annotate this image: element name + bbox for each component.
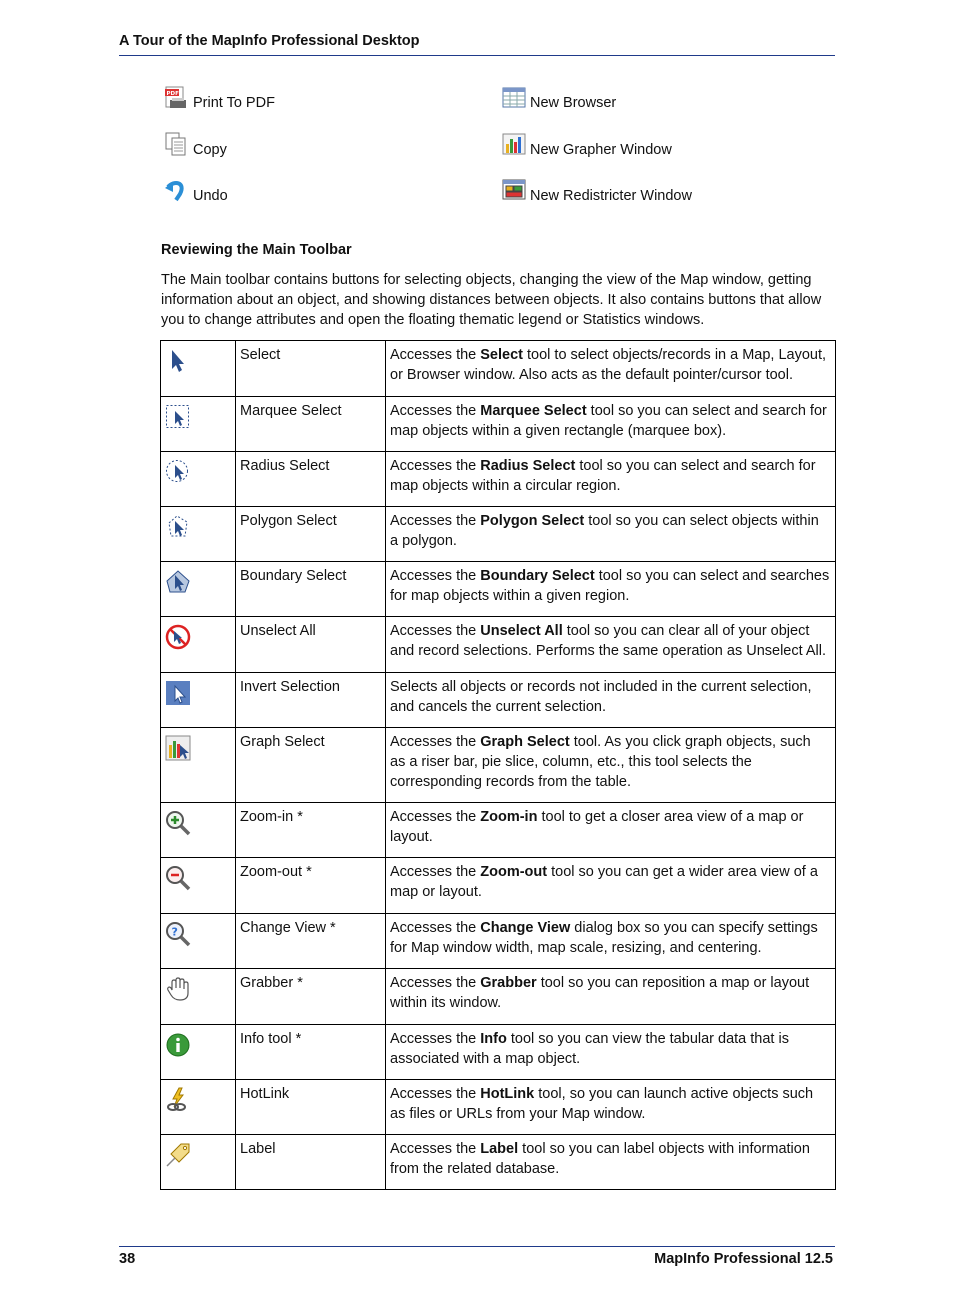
description-prefix: Accesses the: [390, 623, 481, 639]
grabber-hand-icon: [165, 976, 191, 1002]
icon-cell: [161, 1135, 236, 1190]
toolbar-row: [161, 1080, 836, 1135]
tool-description: [386, 452, 836, 507]
description-suffix: tool. As you click graph objects, such as a riser bar, pie slice, column, etc., this tool selects the corresponding records from the table.: [390, 734, 811, 790]
product-name: MapInfo Professional 12.5: [654, 1251, 833, 1267]
tool-description: [386, 507, 836, 562]
invert-selection-icon: [165, 680, 191, 706]
description-suffix: tool so you can clear all of your object and record selections. Performs the same operation as Unselect All.: [390, 623, 827, 659]
tool-name: Radius Select: [236, 452, 386, 507]
tool-name-bold: Change View: [480, 920, 571, 936]
page-header: [119, 33, 835, 56]
tool-description: [386, 397, 836, 452]
toolbar-row: [161, 728, 836, 803]
grapher-icon: [502, 132, 526, 156]
description-suffix: tool so you can label objects with information from the related database.: [390, 1141, 810, 1177]
tool-description: [386, 562, 836, 617]
tool-description: [386, 969, 836, 1025]
main-toolbar-table: [160, 340, 836, 1190]
tool-name: Zoom-in *: [236, 803, 386, 858]
toolbar-row: [161, 858, 836, 914]
boundary-select-icon: [165, 569, 191, 595]
description-prefix: Accesses the: [390, 864, 481, 880]
tool-name-bold: Graph Select: [480, 734, 570, 750]
pdf-print-icon: [164, 86, 188, 110]
description-prefix: Accesses the: [390, 513, 481, 529]
description-suffix: tool so you can get a wider area view of a map or layout.: [390, 864, 818, 900]
toolbar-row: [161, 1135, 836, 1190]
radius-select-icon: [165, 459, 191, 485]
page-footer: [119, 1246, 835, 1271]
toolbar-row: [161, 673, 836, 728]
tool-name-bold: Unselect All: [480, 623, 563, 639]
tool-name-bold: Radius Select: [480, 458, 576, 474]
change-view-icon: [165, 921, 191, 947]
select-arrow-icon: [165, 348, 191, 374]
description-prefix: Accesses the: [390, 975, 481, 991]
button-label: New Redistricter Window: [530, 188, 692, 204]
zoom-in-icon: [165, 810, 191, 836]
tool-description: [386, 803, 836, 858]
tool-name-bold: HotLink: [480, 1086, 535, 1102]
tool-name-bold: Label: [480, 1141, 519, 1157]
icon-cell: [161, 969, 236, 1025]
svg-text:?: ?: [171, 925, 178, 939]
description-prefix: Accesses the: [390, 809, 481, 825]
tool-description: [386, 1135, 836, 1190]
tool-name-bold: Select: [480, 347, 523, 363]
svg-text:PDF: PDF: [166, 91, 179, 97]
tool-name-bold: Grabber: [480, 975, 537, 991]
description-prefix: Accesses the: [390, 347, 481, 363]
icon-cell: [161, 1025, 236, 1080]
toolbar-row: [161, 341, 836, 397]
icon-cell: [161, 562, 236, 617]
tool-name-bold: Info: [480, 1031, 507, 1047]
toolbar-row: [161, 914, 836, 969]
description-prefix: Accesses the: [390, 458, 481, 474]
button-label: Print To PDF: [193, 95, 275, 111]
description-suffix: tool so you can select and search for map objects within a given rectangle (marquee box).: [390, 403, 827, 439]
tool-description: [386, 728, 836, 803]
tool-name: Label: [236, 1135, 386, 1190]
marquee-select-icon: [165, 404, 191, 430]
description-suffix: tool to select objects/records in a Map, Layout, or Browser window. Also acts as the default pointer/cursor tool.: [390, 347, 827, 383]
description-prefix: Accesses the: [390, 568, 481, 584]
description-prefix: Accesses the: [390, 1086, 481, 1102]
description-suffix: tool so you can select and search for map objects within a circular region.: [390, 458, 816, 494]
toolbar-row: [161, 803, 836, 858]
description-suffix: tool so you can reposition a map or layout within its window.: [390, 975, 810, 1011]
button-label: New Grapher Window: [530, 142, 672, 158]
icon-cell: [161, 858, 236, 914]
tool-description: [386, 617, 836, 673]
description-suffix: tool to get a closer area view of a map or layout.: [390, 809, 804, 845]
description-prefix: Accesses the: [390, 734, 481, 750]
tool-name: Grabber *: [236, 969, 386, 1025]
graph-select-icon: [165, 735, 191, 761]
toolbar-row: [161, 969, 836, 1025]
description-suffix: tool, so you can launch active objects such as files or URLs from your Map window.: [390, 1086, 814, 1122]
tool-description: [386, 1080, 836, 1135]
description-suffix: dialog box so you can specify settings for Map window width, map scale, resizing, and centering.: [390, 920, 818, 956]
icon-cell: [161, 803, 236, 858]
hotlink-icon: [165, 1087, 191, 1113]
copy-icon: [164, 132, 188, 156]
toolbar-row: [161, 562, 836, 617]
icon-cell: [161, 617, 236, 673]
tool-name: HotLink: [236, 1080, 386, 1135]
tool-name: Polygon Select: [236, 507, 386, 562]
header-title: A Tour of the MapInfo Professional Desktop: [119, 33, 420, 49]
tool-description: [386, 858, 836, 914]
tool-description: [386, 1025, 836, 1080]
description-prefix: Accesses the: [390, 920, 481, 936]
button-label: New Browser: [530, 95, 617, 111]
icon-cell: [161, 341, 236, 397]
toolbar-row: [161, 1025, 836, 1080]
tool-description: [386, 341, 836, 397]
tool-name: Info tool *: [236, 1025, 386, 1080]
redistricter-icon: [502, 178, 526, 202]
tool-name: Unselect All: [236, 617, 386, 673]
button-label: Copy: [193, 142, 227, 158]
description-prefix: Accesses the: [390, 403, 481, 419]
description-suffix: tool so you can select and searches for map objects within a given region.: [390, 568, 830, 604]
description-suffix: Selects all objects or records not included in the current selection, and cancels the current selection.: [390, 679, 812, 715]
label-tag-icon: [165, 1142, 191, 1168]
icon-cell: [161, 673, 236, 728]
tool-name-bold: Marquee Select: [480, 403, 587, 419]
description-prefix: Accesses the: [390, 1141, 481, 1157]
icon-cell: [161, 452, 236, 507]
icon-cell: [161, 728, 236, 803]
undo-icon: [164, 178, 188, 202]
section-intro: The Main toolbar contains buttons for selecting objects, changing the view of the Map window, getting information about an object, and showing distances between objects. It also contains buttons that allow you to change attributes and open the floating thematic legend or Statistics windows.: [161, 272, 822, 328]
tool-name: Change View *: [236, 914, 386, 969]
zoom-out-icon: [165, 865, 191, 891]
info-icon: [165, 1032, 191, 1058]
button-label: Undo: [193, 188, 228, 204]
icon-cell: [161, 397, 236, 452]
tool-description: [386, 914, 836, 969]
toolbar-row: [161, 507, 836, 562]
description-suffix: tool so you can select objects within a polygon.: [390, 513, 819, 549]
section-heading: Reviewing the Main Toolbar: [161, 242, 352, 258]
page-number: 38: [119, 1251, 136, 1267]
tool-name: Zoom-out *: [236, 858, 386, 914]
tool-name: Marquee Select: [236, 397, 386, 452]
toolbar-row: [161, 617, 836, 673]
tool-name: Boundary Select: [236, 562, 386, 617]
tool-name-bold: Zoom-in: [480, 809, 538, 825]
browser-grid-icon: [502, 86, 526, 110]
tool-name: Graph Select: [236, 728, 386, 803]
tool-name-bold: Polygon Select: [480, 513, 585, 529]
tool-name: Invert Selection: [236, 673, 386, 728]
description-suffix: tool so you can view the tabular data that is associated with a map object.: [390, 1031, 789, 1067]
tool-name-bold: Boundary Select: [480, 568, 595, 584]
icon-cell: [161, 914, 236, 969]
icon-cell: [161, 1080, 236, 1135]
tool-description: [386, 673, 836, 728]
toolbar-row: [161, 452, 836, 507]
icon-cell: [161, 507, 236, 562]
toolbar-row: [161, 397, 836, 452]
unselect-all-icon: [165, 624, 191, 650]
tool-name: Select: [236, 341, 386, 397]
description-prefix: Accesses the: [390, 1031, 481, 1047]
polygon-select-icon: [165, 514, 191, 540]
tool-name-bold: Zoom-out: [480, 864, 548, 880]
